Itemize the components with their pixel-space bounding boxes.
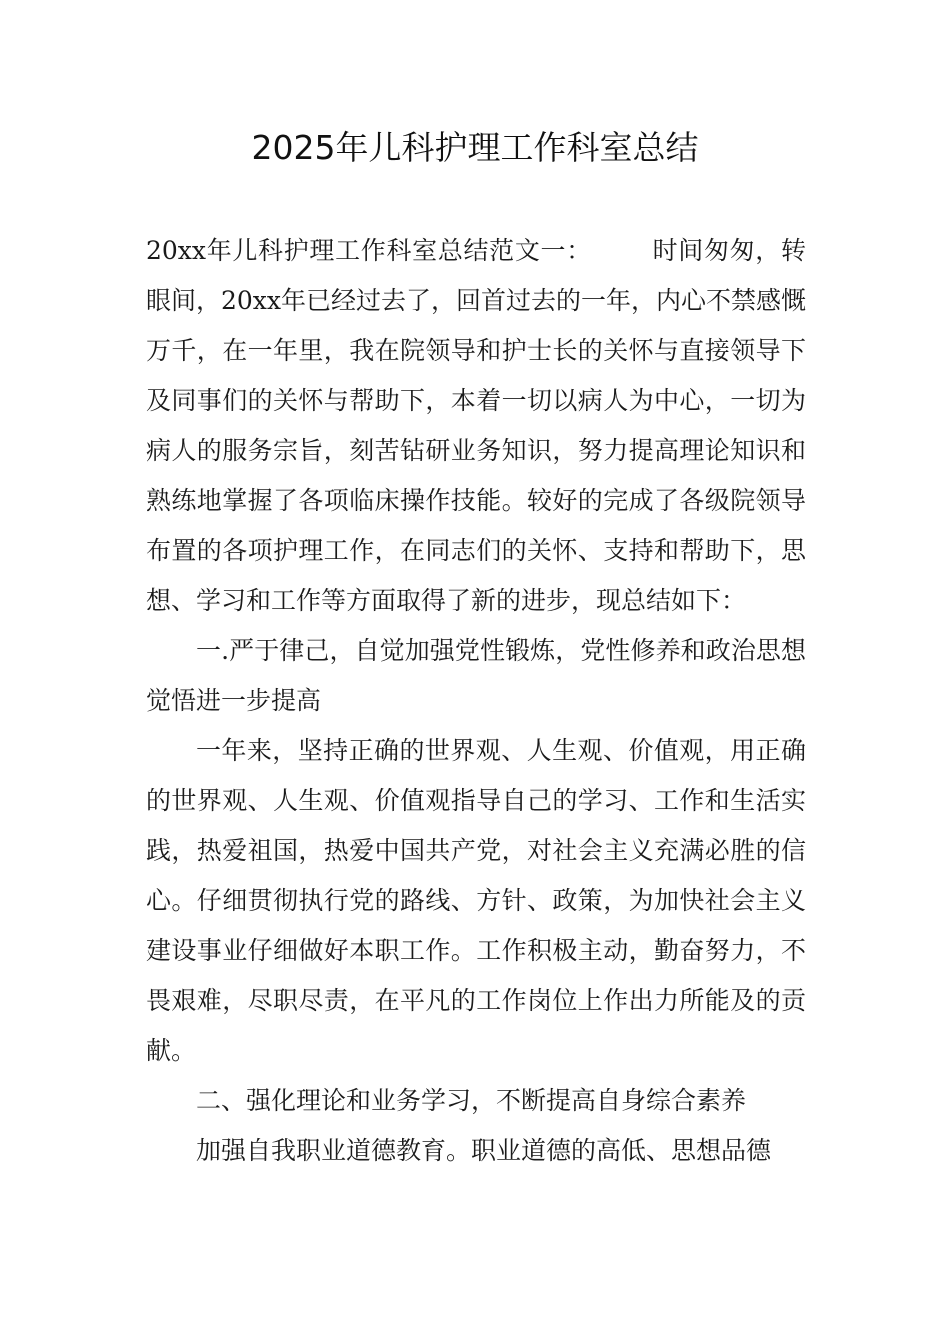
document-title: 2025年儿科护理工作科室总结 xyxy=(251,128,699,167)
section-heading-2: 二、强化理论和业务学习，不断提高自身综合素养 xyxy=(196,1086,747,1115)
paragraph-intro xyxy=(146,226,806,626)
intro-text: 时间匆匆，转眼间，20xx年已经过去了，回首过去的一年，内心不禁感慨万千，在一年里，我在院领导和护士长的关怀与直接领导下及同事们的关怀与帮助下，本着一切以病人为中心，一切为病人的服务宗旨，刻苦钻研业务知识，努力提高理论知识和熟练地掌握了各项临床操作技能。较好的完成了各级院领导布置的各项护理工作，在同志们的关怀、支持和帮助下，思想、学习和工作等方面取得了新的进步，现总结如下： xyxy=(146,236,807,615)
paragraph-section-2: 加强自我职业道德教育。职业道德的高低、思想品德 xyxy=(196,1136,772,1165)
section-heading-1: 一.严于律己，自觉加强党性锻炼，党性修养和政治思想觉悟进一步提高 xyxy=(146,636,806,715)
intro-label: 20xx年儿科护理工作科室总结范文一： xyxy=(146,236,592,265)
document-body xyxy=(146,226,806,1176)
paragraph-section-1: 一年来，坚持正确的世界观、人生观、价值观，用正确的世界观、人生观、价值观指导自己的学习、工作和生活实践，热爱祖国，热爱中国共产党，对社会主义充满必胜的信心。仔细贯彻执行党的路线、方针、政策，为加快社会主义建设事业仔细做好本职工作。工作积极主动，勤奋努力，不畏艰难，尽职尽责，在平凡的工作岗位上作出力所能及的贡献。 xyxy=(146,736,806,1065)
